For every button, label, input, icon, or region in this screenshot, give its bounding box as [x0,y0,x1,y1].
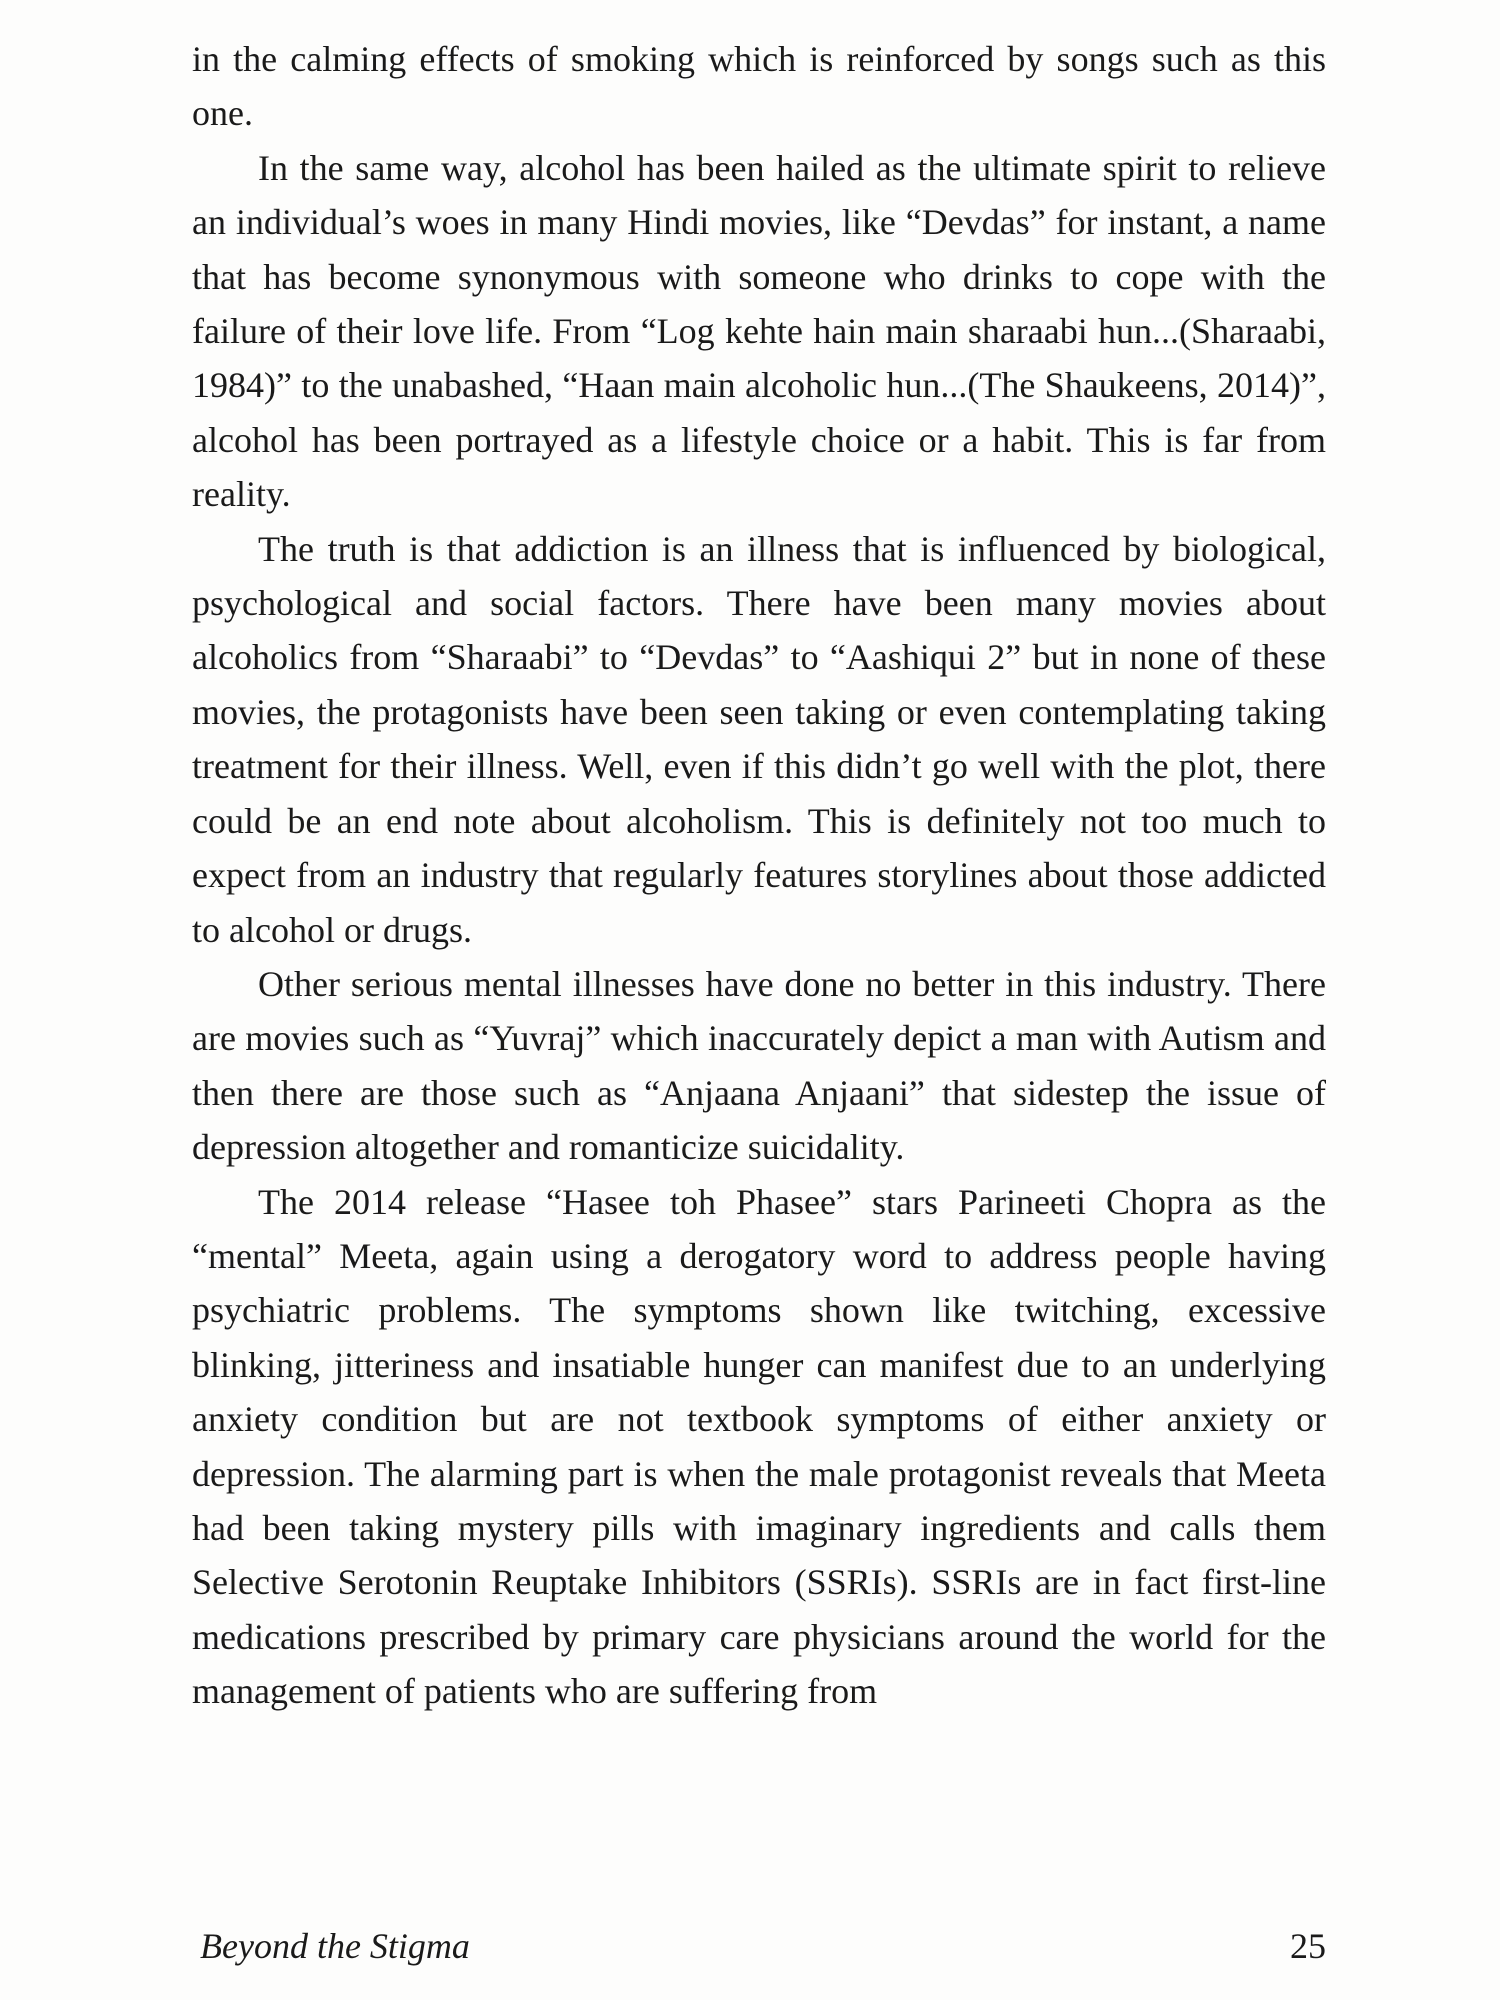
paragraph-addiction: The truth is that addiction is an illness that is influenced by biological, psychological and social factors. There have been many movies about alcoholics from “Sharaabi” to “Devdas” to “Aashiqui 2” but in none of these movies, the protagonists have been seen taking or even contemplating taking treatment for their illness. Well, even if this didn’t go well with the plot, there could be an end note about alcoholism. This is definitely not too much to expect from an industry that regularly features storylines about those addicted to alcohol or drugs. [192,528,1326,950]
paragraph-alcohol: In the same way, alcohol has been hailed as the ultimate spirit to relieve an individual’s woes in many Hindi movies, like “Devdas” for instant, a name that has become synonymous with someone who drinks to cope with the failure of their love life. From “Log kehte hain main sharaabi hun...(Sharaabi, 1984)” to the unabashed, “Haan main alcoholic hun...(The Shaukeens, 2014)”, alcohol has been portrayed as a lifestyle choice or a habit. This is far from reality. [192,147,1326,515]
page-number: 25 [1290,1926,1326,1966]
book-title: Beyond the Stigma [200,1926,470,1966]
paragraph-mental-illnesses: Other serious mental illnesses have done no better in this industry. There are movies such as “Yuvraj” which inaccurately depict a man with Autism and then there are those such as “Anjaana Anjaani” that sidestep the issue of depression altogether and romanticize suicidality. [192,963,1326,1168]
body-text [192,32,1326,1719]
page-footer [200,1925,1326,1975]
paragraph-continuation: in the calming effects of smoking which is reinforced by songs such as this one. [192,39,1326,134]
paragraph-hasee-toh-phasee: The 2014 release “Hasee toh Phasee” stars Parineeti Chopra as the “mental” Meeta, again using a derogatory word to address people having psychiatric problems. The symptoms shown like twitching, excessive blinking, jitteriness and insatiable hunger can manifest due to an underlying anxiety condition but are not textbook symptoms of either anxiety or depression. The alarming part is when the male protagonist reveals that Meeta had been taking mystery pills with imaginary ingredients and calls them Selective Serotonin Reuptake Inhibitors (SSRIs). SSRIs are in fact first-line medications prescribed by primary care physicians around the world for the management of patients who are suffering from [192,1181,1326,1712]
